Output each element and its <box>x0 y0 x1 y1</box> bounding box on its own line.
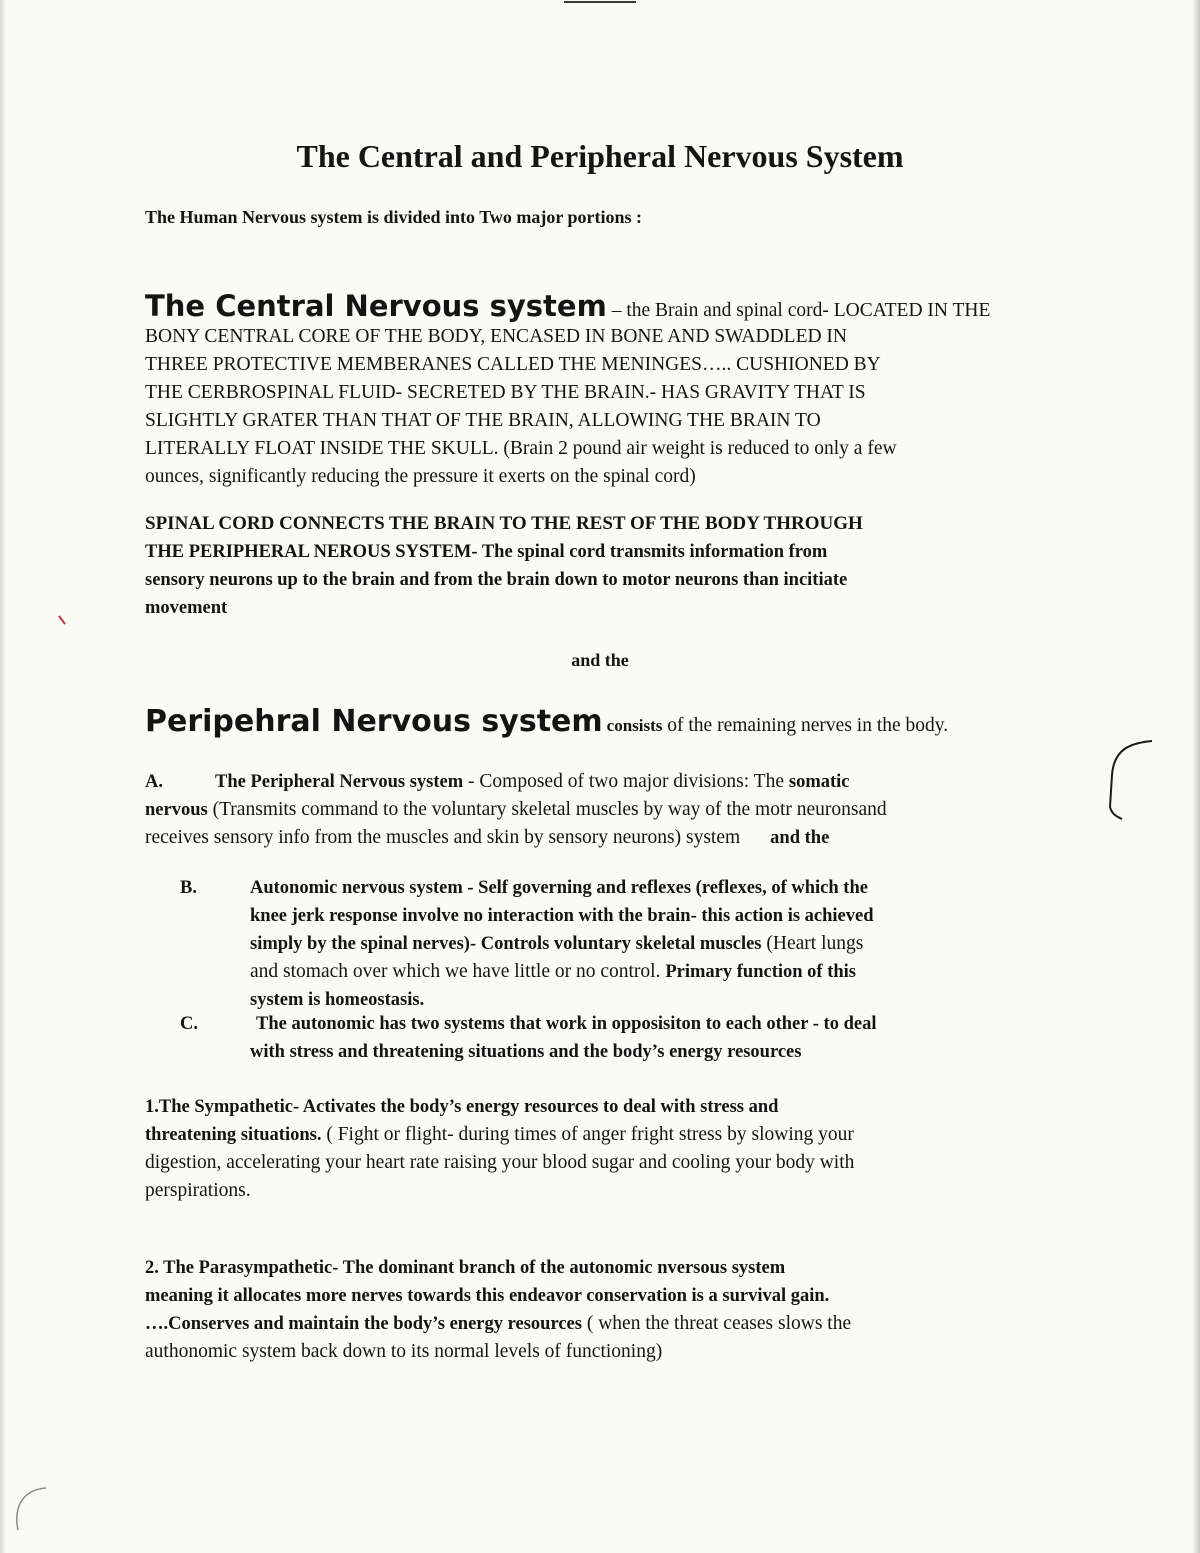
central-line-5: SLIGHTLY GRATER THAN THAT OF THE BRAIN, ALLOWING THE BRAIN TO <box>145 410 821 431</box>
item-a <box>145 768 887 852</box>
central-line-6: LITERALLY FLOAT INSIDE THE SKULL. (Brain 2 pound air weight is reduced to only a few <box>145 438 897 459</box>
item-b-text-3: (Heart lungs <box>761 933 864 954</box>
item-a-somatic: somatic <box>788 772 850 792</box>
parasympathetic-text-3: ( when the threat ceases slows the <box>581 1313 852 1334</box>
parasympathetic-line-2: meaning it allocates more nerves towards this endeavor conservation is a survival gain. <box>145 1286 830 1306</box>
spinal-line-4: movement <box>145 598 228 618</box>
peripheral-consists: consists <box>606 716 663 735</box>
central-line-4: THE CERBROSPINAL FLUID- SECRETED BY THE BRAIN.- HAS GRAVITY THAT IS <box>145 382 866 403</box>
item-b-text-4: and stomach over which we have little or no control. <box>250 961 666 982</box>
spinal-section <box>145 510 863 622</box>
item-b-bold-4: Primary function of this <box>665 962 856 982</box>
peripheral-section <box>145 704 948 739</box>
peripheral-heading: Peripehral Nervous system <box>145 704 603 739</box>
central-section <box>145 288 990 491</box>
central-line-1: – the Brain and spinal cord- LOCATED IN THE <box>606 300 991 321</box>
scan-edge-right <box>1192 0 1200 1553</box>
parasympathetic-section <box>145 1254 851 1366</box>
item-a-text-1: - Composed of two major divisions: The <box>463 771 789 792</box>
item-a-text-2: (Transmits command to the voluntary skeletal muscles by way of the motr neuronsand <box>207 799 887 820</box>
intro-text: The Human Nervous system is divided into Two major portions : <box>145 207 643 227</box>
top-edge-mark <box>560 0 640 10</box>
item-a-and-the: and the <box>770 828 830 848</box>
central-heading: The Central Nervous system <box>145 289 607 323</box>
sympathetic-text-2: ( Fight or flight- during times of anger fright stress by slowing your <box>321 1124 854 1145</box>
item-b <box>250 874 874 1014</box>
scan-edge-left <box>0 0 6 1553</box>
parasympathetic-line-1: 2. The Parasympathetic- The dominant branch of the autonomic nversous system <box>145 1258 786 1278</box>
red-speck-mark <box>55 612 75 632</box>
spinal-line-3: sensory neurons up to the brain and from the brain down to motor neurons than incitiate <box>145 570 848 590</box>
peripheral-rest: of the remaining nerves in the body. <box>662 715 949 736</box>
item-c-line-1: The autonomic has two systems that work in opposisiton to each other - to deal <box>256 1014 877 1034</box>
handwritten-bracket-mark <box>1100 735 1160 835</box>
central-line-2: BONY CENTRAL CORE OF THE BODY, ENCASED IN BONE AND SWADDLED IN <box>145 326 848 347</box>
item-b-line-1: Autonomic nervous system - Self governing and reflexes (reflexes, of which the <box>250 878 868 898</box>
item-b-line-2: knee jerk response involve no interaction with the brain- this action is achieved <box>250 906 874 926</box>
item-b-bold-3: simply by the spinal nerves)- Controls voluntary skeletal muscles <box>250 934 762 954</box>
page-title: The Central and Peripheral Nervous System <box>296 138 904 174</box>
spinal-line-2: THE PERIPHERAL NEROUS SYSTEM- The spinal cord transmits information from <box>145 542 828 562</box>
sympathetic-section <box>145 1093 854 1205</box>
item-a-bold-1: The Peripheral Nervous system <box>215 772 464 792</box>
sympathetic-line-1: 1.The Sympathetic- Activates the body’s energy resources to deal with stress and <box>145 1097 779 1117</box>
item-a-text-3: receives sensory info from the muscles and skin by sensory neurons) system <box>145 827 741 848</box>
item-c-line-2: with stress and threatening situations and the body’s energy resources <box>250 1042 802 1062</box>
item-c-marker: C. <box>180 1014 198 1034</box>
parasympathetic-line-4: authonomic system back down to its normal levels of functioning) <box>145 1341 663 1362</box>
item-b-line-5: system is homeostasis. <box>250 990 425 1010</box>
item-a-marker: A. <box>145 772 163 792</box>
sympathetic-line-4: perspirations. <box>145 1180 251 1201</box>
central-line-7: ounces, significantly reducing the pressure it exerts on the spinal cord) <box>145 466 696 487</box>
item-a-nervous: nervous <box>145 800 208 820</box>
spinal-line-1: SPINAL CORD CONNECTS THE BRAIN TO THE REST OF THE BODY THROUGH <box>145 513 863 534</box>
item-c <box>250 1010 876 1066</box>
sympathetic-bold-2: threatening situations. <box>145 1125 322 1145</box>
central-line-3: THREE PROTECTIVE MEMBERANES CALLED THE MENINGES….. CUSHIONED BY <box>145 354 881 375</box>
and-the-text: and the <box>571 650 629 670</box>
parasympathetic-bold-3: ….Conserves and maintain the body’s energy resources <box>145 1314 582 1334</box>
item-b-marker: B. <box>180 878 197 898</box>
sympathetic-line-3: digestion, accelerating your heart rate raising your blood sugar and cooling your body with <box>145 1152 855 1173</box>
corner-curve-mark <box>10 1470 50 1540</box>
